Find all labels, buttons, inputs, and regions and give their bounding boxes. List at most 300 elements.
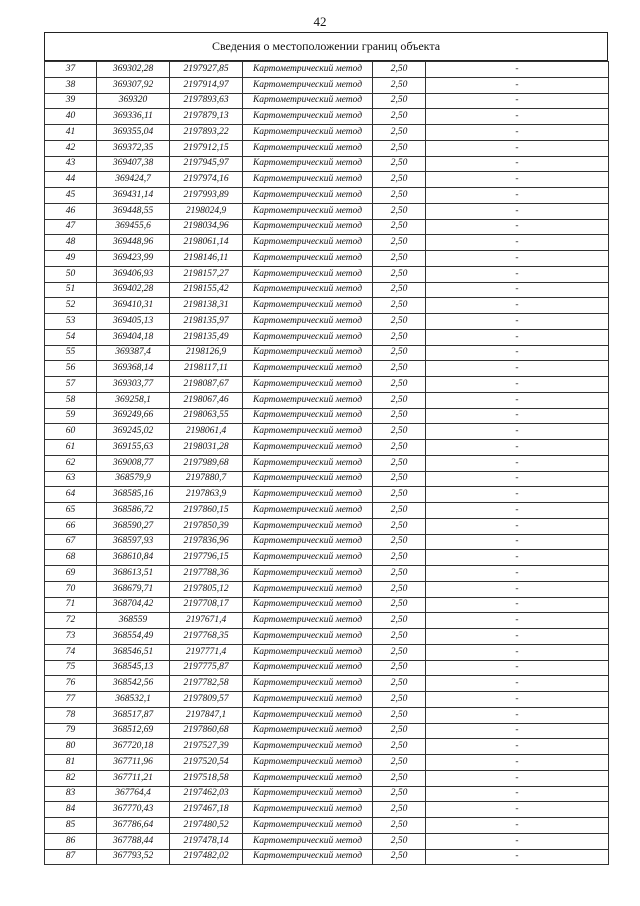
x-coordinate-cell: 369404,18: [97, 329, 170, 345]
point-number-cell: 58: [45, 392, 97, 408]
y-coordinate-cell: 2198155,42: [170, 282, 243, 298]
table-row: [45, 188, 609, 204]
description-cell: -: [426, 235, 609, 251]
page-number: 42: [313, 14, 327, 29]
x-coordinate-cell: 367711,96: [97, 755, 170, 771]
table-row: [45, 770, 609, 786]
precision-cell: 2,50: [373, 93, 426, 109]
method-cell: Картометрический метод: [243, 613, 373, 629]
table-row: [45, 424, 609, 440]
precision-cell: 2,50: [373, 408, 426, 424]
description-cell: -: [426, 361, 609, 377]
precision-cell: 2,50: [373, 723, 426, 739]
x-coordinate-cell: 367793,52: [97, 849, 170, 865]
x-coordinate-cell: 369155,63: [97, 440, 170, 456]
x-coordinate-cell: 369368,14: [97, 361, 170, 377]
precision-cell: 2,50: [373, 818, 426, 834]
method-cell: Картометрический метод: [243, 424, 373, 440]
point-number-cell: 86: [45, 833, 97, 849]
method-cell: Картометрический метод: [243, 377, 373, 393]
point-number-cell: 59: [45, 408, 97, 424]
method-cell: Картометрический метод: [243, 392, 373, 408]
method-cell: Картометрический метод: [243, 660, 373, 676]
method-cell: Картометрический метод: [243, 550, 373, 566]
method-cell: Картометрический метод: [243, 361, 373, 377]
table-row: [45, 156, 609, 172]
y-coordinate-cell: 2197860,15: [170, 503, 243, 519]
table-row: [45, 361, 609, 377]
point-number-cell: 81: [45, 755, 97, 771]
x-coordinate-cell: 369302,28: [97, 62, 170, 78]
method-cell: Картометрический метод: [243, 723, 373, 739]
table-row: [45, 329, 609, 345]
x-coordinate-cell: 368590,27: [97, 518, 170, 534]
method-cell: Картометрический метод: [243, 471, 373, 487]
point-number-cell: 78: [45, 707, 97, 723]
y-coordinate-cell: 2197480,52: [170, 818, 243, 834]
x-coordinate-cell: 368613,51: [97, 566, 170, 582]
point-number-cell: 50: [45, 266, 97, 282]
table-row: [45, 818, 609, 834]
method-cell: Картометрический метод: [243, 156, 373, 172]
x-coordinate-cell: 367770,43: [97, 802, 170, 818]
point-number-cell: 41: [45, 125, 97, 141]
y-coordinate-cell: 2197782,58: [170, 676, 243, 692]
point-number-cell: 53: [45, 314, 97, 330]
x-coordinate-cell: 368546,51: [97, 644, 170, 660]
description-cell: -: [426, 739, 609, 755]
point-number-cell: 65: [45, 503, 97, 519]
description-cell: -: [426, 203, 609, 219]
method-cell: Картометрический метод: [243, 518, 373, 534]
table-row: [45, 755, 609, 771]
table-row: [45, 550, 609, 566]
method-cell: Картометрический метод: [243, 755, 373, 771]
method-cell: Картометрический метод: [243, 93, 373, 109]
precision-cell: 2,50: [373, 518, 426, 534]
point-number-cell: 54: [45, 329, 97, 345]
precision-cell: 2,50: [373, 77, 426, 93]
table-row: [45, 235, 609, 251]
y-coordinate-cell: 2197788,36: [170, 566, 243, 582]
y-coordinate-cell: 2197893,22: [170, 125, 243, 141]
description-cell: -: [426, 408, 609, 424]
table-row: [45, 62, 609, 78]
description-cell: -: [426, 440, 609, 456]
table-row: [45, 392, 609, 408]
method-cell: Картометрический метод: [243, 644, 373, 660]
coordinates-table: [44, 61, 609, 865]
description-cell: -: [426, 676, 609, 692]
x-coordinate-cell: 369410,31: [97, 298, 170, 314]
description-cell: -: [426, 802, 609, 818]
x-coordinate-cell: 367711,21: [97, 770, 170, 786]
description-cell: -: [426, 188, 609, 204]
x-coordinate-cell: 369407,38: [97, 156, 170, 172]
table-row: [45, 613, 609, 629]
x-coordinate-cell: 368597,93: [97, 534, 170, 550]
y-coordinate-cell: 2198157,27: [170, 266, 243, 282]
method-cell: Картометрический метод: [243, 802, 373, 818]
description-cell: -: [426, 125, 609, 141]
y-coordinate-cell: 2197771,4: [170, 644, 243, 660]
y-coordinate-cell: 2197893,63: [170, 93, 243, 109]
description-cell: -: [426, 62, 609, 78]
description-cell: -: [426, 723, 609, 739]
x-coordinate-cell: 368579,9: [97, 471, 170, 487]
precision-cell: 2,50: [373, 188, 426, 204]
x-coordinate-cell: 368517,87: [97, 707, 170, 723]
table-row: [45, 125, 609, 141]
precision-cell: 2,50: [373, 424, 426, 440]
point-number-cell: 73: [45, 629, 97, 645]
x-coordinate-cell: 368559: [97, 613, 170, 629]
description-cell: -: [426, 377, 609, 393]
y-coordinate-cell: 2197809,57: [170, 692, 243, 708]
y-coordinate-cell: 2197879,13: [170, 109, 243, 125]
y-coordinate-cell: 2197482,02: [170, 849, 243, 865]
table-row: [45, 377, 609, 393]
table-row: [45, 849, 609, 865]
point-number-cell: 62: [45, 455, 97, 471]
x-coordinate-cell: 369355,04: [97, 125, 170, 141]
point-number-cell: 87: [45, 849, 97, 865]
point-number-cell: 79: [45, 723, 97, 739]
table-row: [45, 692, 609, 708]
y-coordinate-cell: 2197708,17: [170, 597, 243, 613]
point-number-cell: 48: [45, 235, 97, 251]
table-row: [45, 109, 609, 125]
x-coordinate-cell: 369303,77: [97, 377, 170, 393]
method-cell: Картометрический метод: [243, 597, 373, 613]
point-number-cell: 70: [45, 581, 97, 597]
y-coordinate-cell: 2198087,67: [170, 377, 243, 393]
point-number-cell: 46: [45, 203, 97, 219]
description-cell: -: [426, 534, 609, 550]
description-cell: -: [426, 629, 609, 645]
description-cell: -: [426, 503, 609, 519]
table-row: [45, 251, 609, 267]
precision-cell: 2,50: [373, 266, 426, 282]
point-number-cell: 64: [45, 487, 97, 503]
method-cell: Картометрический метод: [243, 849, 373, 865]
precision-cell: 2,50: [373, 345, 426, 361]
precision-cell: 2,50: [373, 849, 426, 865]
table-row: [45, 487, 609, 503]
method-cell: Картометрический метод: [243, 455, 373, 471]
description-cell: -: [426, 597, 609, 613]
y-coordinate-cell: 2198138,31: [170, 298, 243, 314]
x-coordinate-cell: 367788,44: [97, 833, 170, 849]
precision-cell: 2,50: [373, 692, 426, 708]
description-cell: -: [426, 93, 609, 109]
coordinates-table-body: [45, 62, 609, 865]
x-coordinate-cell: 369307,92: [97, 77, 170, 93]
precision-cell: 2,50: [373, 644, 426, 660]
y-coordinate-cell: 2197974,16: [170, 172, 243, 188]
x-coordinate-cell: 369455,6: [97, 219, 170, 235]
table-row: [45, 282, 609, 298]
y-coordinate-cell: 2197805,12: [170, 581, 243, 597]
description-cell: -: [426, 140, 609, 156]
x-coordinate-cell: 369320: [97, 93, 170, 109]
y-coordinate-cell: 2198031,28: [170, 440, 243, 456]
description-cell: -: [426, 219, 609, 235]
table-row: [45, 203, 609, 219]
x-coordinate-cell: 369448,55: [97, 203, 170, 219]
precision-cell: 2,50: [373, 755, 426, 771]
precision-cell: 2,50: [373, 833, 426, 849]
x-coordinate-cell: 369249,66: [97, 408, 170, 424]
table-row: [45, 629, 609, 645]
y-coordinate-cell: 2197847,1: [170, 707, 243, 723]
table-row: [45, 345, 609, 361]
description-cell: -: [426, 566, 609, 582]
precision-cell: 2,50: [373, 613, 426, 629]
precision-cell: 2,50: [373, 172, 426, 188]
description-cell: -: [426, 392, 609, 408]
method-cell: Картометрический метод: [243, 503, 373, 519]
description-cell: -: [426, 109, 609, 125]
method-cell: Картометрический метод: [243, 125, 373, 141]
table-row: [45, 566, 609, 582]
precision-cell: 2,50: [373, 62, 426, 78]
description-cell: -: [426, 550, 609, 566]
method-cell: Картометрический метод: [243, 629, 373, 645]
point-number-cell: 61: [45, 440, 97, 456]
description-cell: -: [426, 314, 609, 330]
y-coordinate-cell: 2197993,89: [170, 188, 243, 204]
point-number-cell: 47: [45, 219, 97, 235]
y-coordinate-cell: 2197478,14: [170, 833, 243, 849]
x-coordinate-cell: 368532,1: [97, 692, 170, 708]
description-cell: -: [426, 298, 609, 314]
description-cell: -: [426, 282, 609, 298]
point-number-cell: 38: [45, 77, 97, 93]
point-number-cell: 51: [45, 282, 97, 298]
table-row: [45, 707, 609, 723]
description-cell: -: [426, 345, 609, 361]
y-coordinate-cell: 2198061,14: [170, 235, 243, 251]
method-cell: Картометрический метод: [243, 833, 373, 849]
x-coordinate-cell: 369423,99: [97, 251, 170, 267]
precision-cell: 2,50: [373, 581, 426, 597]
point-number-cell: 75: [45, 660, 97, 676]
description-cell: -: [426, 172, 609, 188]
method-cell: Картометрический метод: [243, 692, 373, 708]
y-coordinate-cell: 2197462,03: [170, 786, 243, 802]
x-coordinate-cell: 369431,14: [97, 188, 170, 204]
method-cell: Картометрический метод: [243, 109, 373, 125]
description-cell: -: [426, 518, 609, 534]
method-cell: Картометрический метод: [243, 818, 373, 834]
method-cell: Картометрический метод: [243, 219, 373, 235]
y-coordinate-cell: 2197914,97: [170, 77, 243, 93]
x-coordinate-cell: 368554,49: [97, 629, 170, 645]
y-coordinate-cell: 2198024,9: [170, 203, 243, 219]
x-coordinate-cell: 369405,13: [97, 314, 170, 330]
precision-cell: 2,50: [373, 361, 426, 377]
point-number-cell: 40: [45, 109, 97, 125]
precision-cell: 2,50: [373, 770, 426, 786]
table-row: [45, 266, 609, 282]
y-coordinate-cell: 2197945,97: [170, 156, 243, 172]
precision-cell: 2,50: [373, 566, 426, 582]
description-cell: -: [426, 755, 609, 771]
point-number-cell: 66: [45, 518, 97, 534]
table-row: [45, 471, 609, 487]
point-number-cell: 67: [45, 534, 97, 550]
y-coordinate-cell: 2197467,18: [170, 802, 243, 818]
description-cell: -: [426, 471, 609, 487]
method-cell: Картометрический метод: [243, 566, 373, 582]
table-row: [45, 723, 609, 739]
x-coordinate-cell: 368545,13: [97, 660, 170, 676]
precision-cell: 2,50: [373, 156, 426, 172]
x-coordinate-cell: 368542,56: [97, 676, 170, 692]
x-coordinate-cell: 368610,84: [97, 550, 170, 566]
method-cell: Картометрический метод: [243, 534, 373, 550]
x-coordinate-cell: 369258,1: [97, 392, 170, 408]
precision-cell: 2,50: [373, 125, 426, 141]
precision-cell: 2,50: [373, 739, 426, 755]
section-header: [44, 32, 608, 61]
y-coordinate-cell: 2197912,15: [170, 140, 243, 156]
method-cell: Картометрический метод: [243, 770, 373, 786]
point-number-cell: 71: [45, 597, 97, 613]
y-coordinate-cell: 2197850,39: [170, 518, 243, 534]
x-coordinate-cell: 369008,77: [97, 455, 170, 471]
x-coordinate-cell: 368679,71: [97, 581, 170, 597]
y-coordinate-cell: 2198126,9: [170, 345, 243, 361]
point-number-cell: 42: [45, 140, 97, 156]
table-row: [45, 298, 609, 314]
method-cell: Картометрический метод: [243, 62, 373, 78]
precision-cell: 2,50: [373, 597, 426, 613]
description-cell: -: [426, 644, 609, 660]
precision-cell: 2,50: [373, 329, 426, 345]
description-cell: -: [426, 251, 609, 267]
table-row: [45, 314, 609, 330]
precision-cell: 2,50: [373, 377, 426, 393]
precision-cell: 2,50: [373, 786, 426, 802]
precision-cell: 2,50: [373, 140, 426, 156]
y-coordinate-cell: 2197518,58: [170, 770, 243, 786]
table-row: [45, 503, 609, 519]
point-number-cell: 83: [45, 786, 97, 802]
point-number-cell: 72: [45, 613, 97, 629]
table-row: [45, 739, 609, 755]
point-number-cell: 39: [45, 93, 97, 109]
x-coordinate-cell: 367720,18: [97, 739, 170, 755]
method-cell: Картометрический метод: [243, 676, 373, 692]
method-cell: Картометрический метод: [243, 786, 373, 802]
table-row: [45, 581, 609, 597]
description-cell: -: [426, 424, 609, 440]
table-row: [45, 455, 609, 471]
table-row: [45, 408, 609, 424]
table-row: [45, 140, 609, 156]
table-row: [45, 786, 609, 802]
method-cell: Картометрический метод: [243, 581, 373, 597]
description-cell: -: [426, 818, 609, 834]
description-cell: -: [426, 833, 609, 849]
point-number-cell: 77: [45, 692, 97, 708]
y-coordinate-cell: 2198063,55: [170, 408, 243, 424]
description-cell: -: [426, 786, 609, 802]
y-coordinate-cell: 2197860,68: [170, 723, 243, 739]
method-cell: Картометрический метод: [243, 707, 373, 723]
description-cell: -: [426, 660, 609, 676]
point-number-cell: 82: [45, 770, 97, 786]
y-coordinate-cell: 2198135,97: [170, 314, 243, 330]
table-row: [45, 534, 609, 550]
table-row: [45, 676, 609, 692]
method-cell: Картометрический метод: [243, 329, 373, 345]
point-number-cell: 45: [45, 188, 97, 204]
y-coordinate-cell: 2198067,46: [170, 392, 243, 408]
description-cell: -: [426, 77, 609, 93]
x-coordinate-cell: 369387,4: [97, 345, 170, 361]
precision-cell: 2,50: [373, 392, 426, 408]
point-number-cell: 52: [45, 298, 97, 314]
method-cell: Картометрический метод: [243, 188, 373, 204]
method-cell: Картометрический метод: [243, 487, 373, 503]
x-coordinate-cell: 367764,4: [97, 786, 170, 802]
precision-cell: 2,50: [373, 203, 426, 219]
description-cell: -: [426, 581, 609, 597]
precision-cell: 2,50: [373, 282, 426, 298]
x-coordinate-cell: 369424,7: [97, 172, 170, 188]
point-number-cell: 74: [45, 644, 97, 660]
y-coordinate-cell: 2198061,4: [170, 424, 243, 440]
precision-cell: 2,50: [373, 802, 426, 818]
x-coordinate-cell: 368704,42: [97, 597, 170, 613]
table-row: [45, 77, 609, 93]
precision-cell: 2,50: [373, 550, 426, 566]
table-row: [45, 802, 609, 818]
precision-cell: 2,50: [373, 455, 426, 471]
method-cell: Картометрический метод: [243, 251, 373, 267]
precision-cell: 2,50: [373, 534, 426, 550]
y-coordinate-cell: 2198146,11: [170, 251, 243, 267]
x-coordinate-cell: 368585,16: [97, 487, 170, 503]
precision-cell: 2,50: [373, 109, 426, 125]
method-cell: Картометрический метод: [243, 203, 373, 219]
description-cell: -: [426, 455, 609, 471]
x-coordinate-cell: 368512,69: [97, 723, 170, 739]
description-cell: -: [426, 156, 609, 172]
precision-cell: 2,50: [373, 219, 426, 235]
method-cell: Картометрический метод: [243, 408, 373, 424]
x-coordinate-cell: 369336,11: [97, 109, 170, 125]
point-number-cell: 69: [45, 566, 97, 582]
y-coordinate-cell: 2198117,11: [170, 361, 243, 377]
method-cell: Картометрический метод: [243, 440, 373, 456]
description-cell: -: [426, 849, 609, 865]
x-coordinate-cell: 368586,72: [97, 503, 170, 519]
y-coordinate-cell: 2197671,4: [170, 613, 243, 629]
table-row: [45, 644, 609, 660]
y-coordinate-cell: 2197989,68: [170, 455, 243, 471]
precision-cell: 2,50: [373, 503, 426, 519]
x-coordinate-cell: 367786,64: [97, 818, 170, 834]
x-coordinate-cell: 369402,28: [97, 282, 170, 298]
table-row: [45, 93, 609, 109]
table-row: [45, 440, 609, 456]
description-cell: -: [426, 487, 609, 503]
precision-cell: 2,50: [373, 660, 426, 676]
